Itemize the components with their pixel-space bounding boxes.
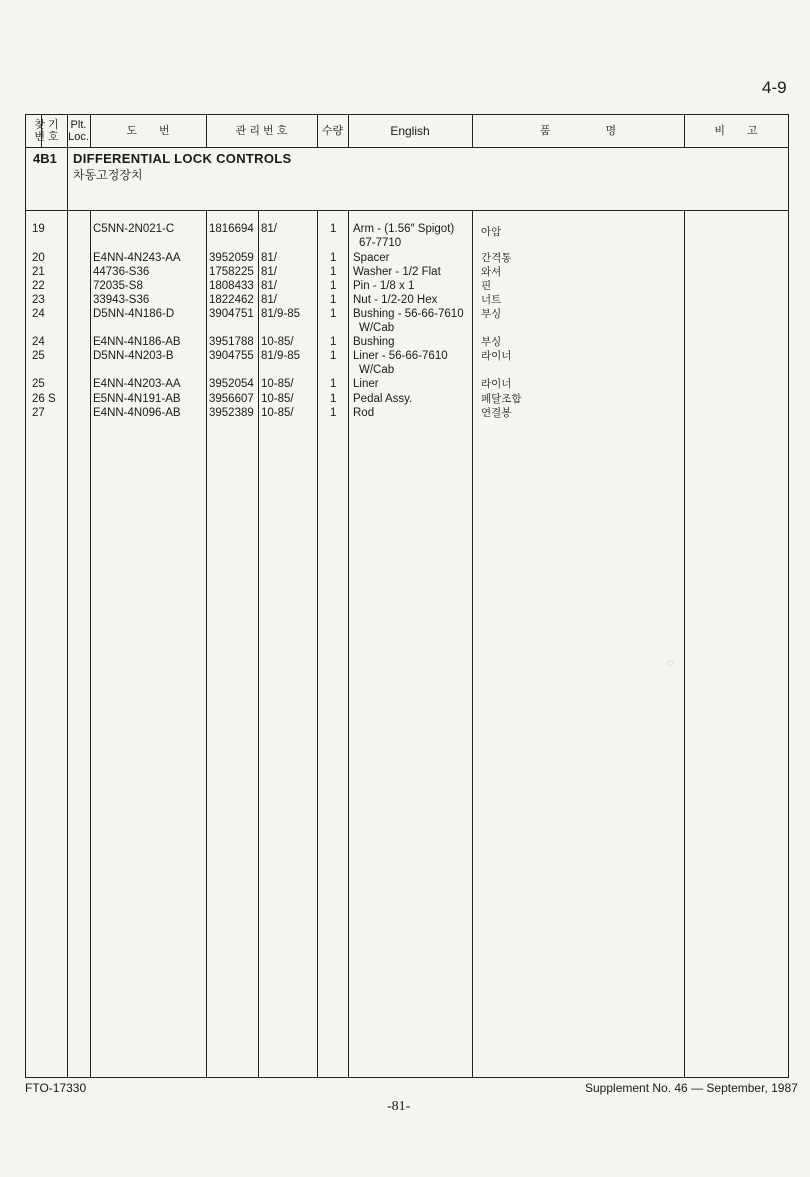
header-remarks: 비 고 bbox=[714, 125, 758, 137]
group-divider bbox=[26, 210, 788, 211]
column-divider bbox=[90, 210, 91, 1077]
column-divider bbox=[684, 210, 685, 1077]
group-title-en: DIFFERENTIAL LOCK CONTROLS bbox=[73, 151, 292, 166]
document-number: FTO-17330 bbox=[25, 1081, 87, 1095]
group-code: 4B1 bbox=[33, 151, 57, 166]
header-illus-loc: Plt. Loc. bbox=[68, 119, 89, 143]
header-divider bbox=[26, 147, 788, 148]
column-divider bbox=[258, 210, 259, 1077]
page-footer-number: -81- bbox=[387, 1099, 411, 1114]
bleed-through-mark: ○ bbox=[666, 655, 674, 670]
header-part-no: 도 번 bbox=[126, 125, 170, 137]
header-code-no: 관 리 번 호 bbox=[235, 125, 288, 137]
row-continuation: 67-7710 bbox=[359, 237, 402, 249]
row-continuation: W/Cab bbox=[359, 322, 395, 334]
column-divider bbox=[67, 210, 68, 1077]
page-number: 4-9 bbox=[762, 78, 787, 97]
row-continuation: W/Cab bbox=[359, 364, 395, 376]
column-divider bbox=[317, 210, 318, 1077]
header-english: English bbox=[390, 124, 430, 138]
supplement-note: Supplement No. 46 — September, 1987 bbox=[585, 1081, 798, 1095]
header-korean: 품 명 bbox=[539, 125, 617, 137]
group-title-ko: 차동고정장치 bbox=[73, 168, 143, 182]
column-divider bbox=[348, 210, 349, 1077]
header-ref-no: 찾 기 번 호 bbox=[34, 119, 59, 143]
header-qty: 수량 bbox=[321, 125, 344, 137]
parts-table: ○ 찾 기 번 호 Plt. Loc. 도 번 관 리 번 호 수량 English 품 명 비 고 4B1 DIFFERENTIAL LOCK CONTROLS 차동고정장치 19 C5NN-2N021-C 1816694 81/ 1 Arm - (1.56″ Spigot) 아암 67-7710 20 E4NN-4N243-AA 3952059 81/ 1 Spacer 간격통 21 44736-S36 1758225 81/ 1 Washer - 1/2 Flat 와셔 22 72035-S8 1808433 81/ 1 Pin - 1/8 x 1 핀 23 33943-S36 1822462 81/ 1 Nut - 1/2-20 Hex 너트 24 D5NN-4N186-D 3904751 81/9-85 1 Bushing - 56-66-7610 부싱 W/Cab 24 E4NN-4N186-AB 3951788 10-85/ 1 Bushing 부싱 25 D5NN-4N203-B 3904755 81/9-85 1 Liner - 56-66-7610 라이너 W/Cab 25 E4NN-4N203-AA 3952054 10-85/ 1 Liner 라이너 26 S E5NN-4N191-AB 3956607 10-85/ 1 Pedal Assy. 페달조합 27 E4NN-4N096-AB 3952389 10-85/ 1 Rod 연결봉 bbox=[25, 114, 789, 1078]
column-divider bbox=[472, 210, 473, 1077]
column-divider bbox=[206, 210, 207, 1077]
